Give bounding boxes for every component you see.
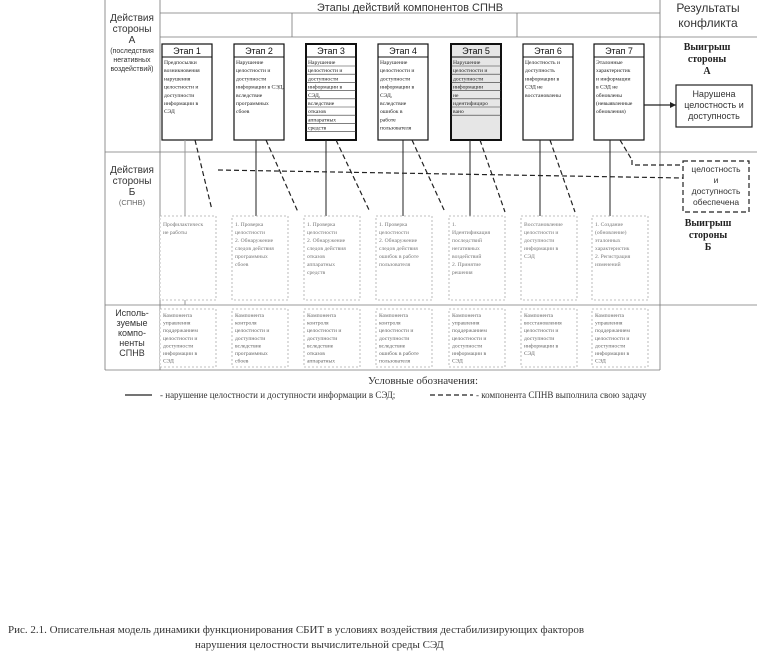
action-text-line: Профилактическ [163,222,204,228]
stage-text-line: Предпосылки [164,60,197,66]
action-text-line: целостности [307,230,337,236]
dashed-connector [266,140,298,212]
component-text-line: контроля [379,320,401,327]
side-b-action-2 [232,216,288,300]
action-text-line: средств [307,270,326,276]
components-label-5: СПНВ [119,348,145,358]
side-a-label-2: стороны [112,24,152,35]
action-text-line: целостности и [524,230,559,236]
win-b-line-1: Выигрыш [684,218,732,229]
component-text-line: доступности [452,343,483,350]
caption-line-2: нарушения целостности вычислительной среды СЭД [195,639,444,651]
stage-text-line: не [453,92,459,99]
stage-text-line: аппаратных [308,117,337,124]
components-label-3: компо- [117,328,147,338]
breach-arrow-head [670,102,676,108]
component-2 [232,309,288,367]
component-text-line: отказов [307,351,325,357]
stage-text-line: доступности [308,76,339,83]
dashed-connector [336,140,370,212]
component-text-line: Компонента [307,313,336,319]
stage-text-line: информации в [380,84,415,91]
stage-text-line: характеристик [596,68,631,75]
stage-text-line: Эталонные [596,60,623,66]
ensured-line-2: и [713,175,719,185]
action-text-line: 2. Принятие [452,262,481,268]
ensured-line-4: обеспечена [692,197,740,207]
component-text-line: доступности [307,335,338,342]
component-text-line: Компонента [235,313,264,319]
component-text-line: целостности и [524,328,559,335]
side-b-label-3: Б [128,187,136,198]
component-text-line: информации в [524,343,559,350]
side-b-action-6 [521,216,577,300]
component-3 [304,309,360,367]
legend-solid-text: - нарушение целостности и доступности информации в СЭД; [160,390,396,400]
component-text-line: целостности и [595,335,630,342]
action-text-line: 2. Обнаружение [307,238,346,244]
component-text-line: контроля [307,320,329,327]
side-a-header [110,13,154,73]
action-text-line: изменений [595,262,621,268]
component-text-line: Компонента [452,313,481,319]
ensured-line-1: целостность [691,164,741,174]
breach-line-2: целостность и [684,100,744,110]
stage-text-line: целостности и [453,68,488,75]
component-text-line: Компонента [595,313,624,319]
stage-label: Этап 4 [389,46,417,56]
stage-text-line: пользователя [380,125,412,132]
stage-text-line: обновлены [596,92,623,99]
stage-text-line: СЭД, [308,92,321,99]
stage-text-line: Нарушение [236,60,264,66]
dashed-connector [195,140,212,210]
action-text-line: 1. Проверка [307,222,336,228]
component-text-line: поддержанием [452,328,487,335]
stage-text-line: сбоев [236,109,250,116]
component-text-line: поддержанием [163,328,198,335]
components-label-1: Исполь- [115,308,149,318]
component-1 [160,309,216,367]
action-text-line: 1. Создание [595,222,624,228]
component-text-line: Компонента [379,313,408,319]
stage-text-line: информации в СЭД, [236,84,284,91]
action-text-line: следов действия [307,246,346,252]
action-text-line: (обновление) [595,230,627,236]
results-title-2: конфликта [678,16,738,30]
component-text-line: СЭД [524,351,535,357]
legend-dashed-text: - компонента СПНВ выполнила свою задачу [476,390,647,400]
action-text-line: 2. Обнаружение [379,238,418,244]
stage-7 [594,44,644,140]
stage-text-line: целостности и [380,68,415,75]
win-a-line-2: стороны [687,54,727,65]
stage-label: Этап 7 [605,46,633,56]
component-text-line: управления [452,320,480,327]
stage-text-line: Нарушение [308,60,336,66]
stage-text-line: СЭД [164,109,175,116]
component-text-line: управления [163,320,191,327]
component-text-line: программных [235,351,268,357]
component-text-line: ошибок в работе [379,351,419,357]
stage-text-line: СЭД не [525,84,543,91]
component-4 [376,309,432,367]
side-a-note-3: воздействий) [110,66,154,73]
stage-text-line: обновления) [596,109,626,116]
stage-text-line: информации в [164,101,199,107]
stage-label: Этап 3 [317,46,345,56]
action-text-line: следов действия [235,246,274,252]
side-a-note-1: (последствия [110,48,154,55]
component-text-line: целостности и [452,335,487,342]
action-text-line: отказов [307,254,325,260]
components-label-2: зуемые [116,318,148,328]
action-text-line: 1. Проверка [235,222,264,228]
breach-line-3: доступность [688,111,740,121]
action-text-line: пользователя [379,262,411,268]
legend-title: Условные обозначения: [367,375,479,387]
stage-label: Этап 6 [534,46,562,56]
stage-text-line: доступности [380,76,411,83]
action-text-line: Идентификация [452,230,491,236]
component-text-line: вследствие [307,343,334,350]
action-text-line: аппаратных [307,262,336,268]
component-text-line: доступности [379,335,410,342]
side-a-note-2: негативных [113,57,151,64]
action-text-line: негативных [452,246,480,252]
side-a-label-3: А [128,35,136,46]
component-text-line: аппаратных [307,358,336,365]
win-a-line-1: Выигрыш [683,42,731,53]
component-text-line: восстановления [524,320,562,327]
action-text-line: сбоев [235,262,249,268]
action-text-line: доступности [524,238,555,244]
component-text-line: доступности [524,335,555,342]
ensured-line-3: доступность [691,186,741,196]
stage-2 [234,44,284,140]
stage-6 [523,44,573,140]
stage-text-line: вследствие [236,92,263,99]
component-7 [592,309,648,367]
stage-text-line: работе [380,117,396,124]
stage-text-line: идентифициро [453,101,488,107]
win-b-line-2: стороны [688,230,728,241]
side-b-label-2: стороны [112,176,152,187]
side-b-note: (СПНВ) [118,198,146,207]
stage-1 [162,44,212,140]
action-text-line: решения [452,270,473,276]
stage-text-line: (невыявленные [596,101,633,107]
stage-text-line: вано [453,109,464,116]
results-column [684,42,731,77]
stage-label: Этап 1 [173,46,201,56]
stage-text-line: и информации [596,76,631,83]
caption-line-1: Рис. 2.1. Описательная модель динамики функционирования СБИТ в условиях воздействия дестабилизирующих факторов [8,624,585,636]
component-text-line: информации в [452,351,487,357]
side-b-action-7 [592,216,648,300]
action-text-line: характеристик [595,246,630,252]
action-box [160,216,216,300]
stage-text-line: средств [308,125,327,132]
component-text-line: Компонента [524,313,553,319]
stage-text-line: доступности [453,76,484,83]
stage-text-line: вследствие [380,101,407,107]
win-a-line-3: А [703,66,711,77]
stage-text-line: ошибок в [380,109,403,116]
dashed-connector [412,140,445,212]
component-text-line: целостности и [163,335,198,342]
side-b-label-1: Действия [110,165,154,176]
stage-text-line: возникновения [164,68,200,75]
component-text-line: контроля [235,320,257,327]
stage-5 [451,44,501,140]
side-b-actions [160,216,648,300]
action-text-line: последствий [452,238,483,244]
stage-box [451,44,501,140]
stage-text-line: в СЭД не [596,84,618,91]
stage-label: Этап 5 [462,46,490,56]
component-text-line: целостности и [307,328,342,335]
stage-text-line: нарушения [164,76,191,83]
action-text-line: 1. [452,222,457,228]
action-text-line: воздействий [452,254,482,260]
action-text-line: 1. Проверка [379,222,408,228]
stage-text-line: отказов [308,109,326,116]
action-text-line: 2. Обнаружение [235,238,274,244]
component-text-line: доступности [235,335,266,342]
stage-text-line: вследствие [308,101,335,107]
action-text-line: Восстановление [524,222,563,228]
stage-text-line: Целостность и [525,60,560,66]
components-label-4: ненты [119,338,145,348]
dashed-collector [218,170,683,178]
stage-3 [306,44,356,140]
stage-text-line: информации в [525,76,560,83]
component-5 [449,309,505,367]
stages [162,44,644,140]
side-b-action-1 [160,216,216,300]
stage-label: Этап 2 [245,46,273,56]
action-text-line: ошибок в работе [379,254,419,260]
dashed-connector [480,140,505,212]
component-text-line: поддержанием [595,328,630,335]
stage-text-line: целостности и [308,68,343,75]
component-text-line: целостности и [379,328,414,335]
action-text-line: программных [235,254,268,260]
action-text-line: следов действия [379,246,418,252]
component-text-line: СЭД [163,358,174,365]
action-text-line: информации в [524,246,559,252]
action-text-line: эталонных [595,238,621,244]
stage-text-line: доступности [164,92,195,99]
action-text-line: целостности [379,230,409,236]
results-title-1: Результаты [676,1,740,15]
component-text-line: Компонента [163,313,192,319]
stage-text-line: восстановлены [525,92,561,99]
component-text-line: вследствие [235,343,262,350]
stage-text-line: программных [236,101,269,107]
component-text-line: информации в [163,351,198,357]
stage-text-line: целостности и [164,84,199,91]
component-text-line: СЭД [452,358,463,365]
action-text-line: ие работы [163,230,187,236]
component-text-line: доступности [595,343,626,350]
stage-text-line: СЭД, [380,92,393,99]
spnv-components [160,309,648,367]
stage-text-line: целостности и [236,68,271,75]
stage-text-line: доступность [525,68,555,75]
stage-4 [378,44,428,140]
side-b-action-5 [449,216,505,300]
win-b-line-3: Б [704,242,712,253]
side-b-action-4 [376,216,432,300]
component-text-line: информации в [595,351,630,357]
action-text-line: 2. Регистрация [595,254,631,260]
action-text-line: СЭД [524,254,535,260]
breach-line-1: Нарушена [692,89,736,99]
component-text-line: управления [595,320,623,327]
stage-text-line: информации в [308,84,343,91]
stage-text-line: доступности [236,76,267,83]
side-b-action-3 [304,216,360,300]
stage-text-line: информации [453,84,484,91]
component-6 [521,309,577,367]
component-text-line: СЭД [595,358,606,365]
action-text-line: целостности [235,230,265,236]
dashed-to-ensured [632,160,683,165]
component-text-line: сбоев [235,358,249,365]
component-text-line: вследствие [379,343,406,350]
stage-text-line: Нарушение [380,60,408,66]
stages-title: Этапы действий компонентов СПНВ [316,2,504,14]
component-text-line: пользователя [379,358,411,365]
component-text-line: целостности и [235,328,270,335]
component-text-line: доступности [163,343,194,350]
dashed-connector [620,140,632,160]
side-a-label-1: Действия [110,13,154,24]
stage-text-line: Нарушение [453,60,481,66]
